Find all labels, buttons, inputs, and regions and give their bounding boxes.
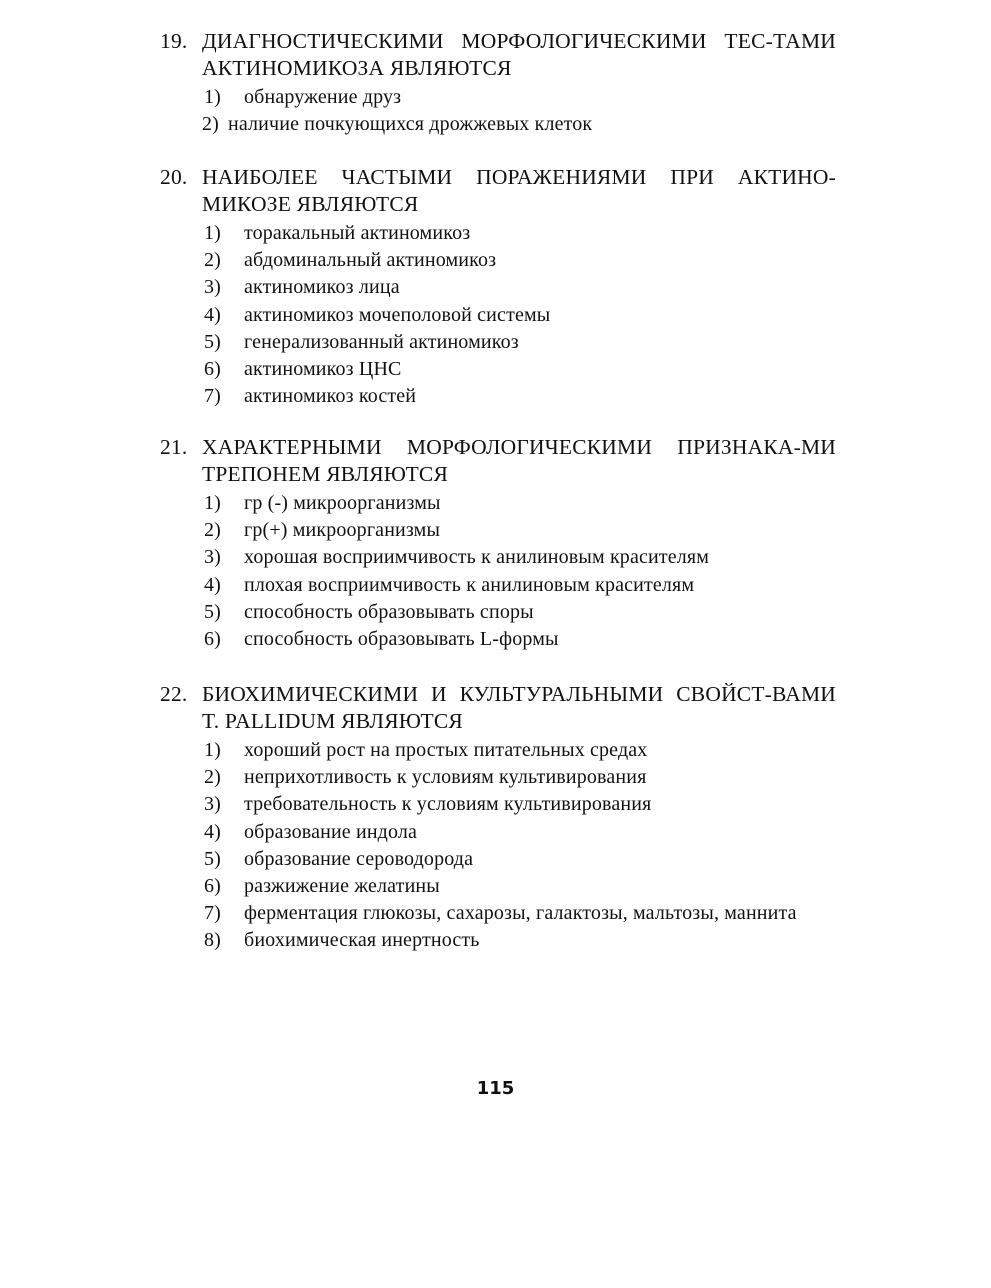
option-number: 2) [202, 113, 219, 136]
question-21 [160, 434, 836, 653]
page-number: 115 [476, 1078, 515, 1099]
option-text: обнаружение друз [244, 86, 402, 108]
question-number: 21. [160, 435, 188, 459]
option-text: гр(+) микроорганизмы [244, 519, 441, 542]
question-20 [160, 164, 836, 410]
answer-option [160, 220, 836, 247]
answer-option [160, 544, 836, 571]
option-number: 2) [204, 249, 221, 272]
question-title: БИОХИМИЧЕСКИМИ И КУЛЬТУРАЛЬНЫМИ СВОЙСТ-ВАМИ T. PALLIDUM ЯВЛЯЮТСЯ [202, 682, 836, 733]
option-number: 8) [204, 929, 221, 952]
answer-option [160, 846, 836, 873]
answer-option [160, 84, 836, 111]
option-number: 1) [204, 492, 221, 514]
option-text: генерализованный актиномикоз [244, 330, 519, 353]
answer-option [160, 247, 836, 274]
option-text: гр (-) микроорганизмы [244, 492, 441, 514]
answer-option [160, 490, 836, 517]
answer-option [160, 764, 836, 791]
question-number: 19. [160, 29, 188, 53]
option-text: хорошая восприимчивость к анилиновым красителям [244, 546, 710, 569]
question-22 [160, 681, 836, 955]
option-number: 5) [204, 600, 221, 623]
question-number: 22. [160, 682, 188, 706]
option-text: плохая восприимчивость к анилиновым красителям [244, 573, 695, 596]
option-number: 6) [204, 628, 221, 651]
answer-option [160, 626, 836, 653]
option-number: 4) [204, 573, 221, 596]
answer-option [160, 517, 836, 544]
option-number: 6) [204, 358, 221, 381]
answer-option [160, 819, 836, 846]
option-number: 1) [204, 739, 221, 761]
question-heading [160, 164, 836, 218]
option-text: неприхотливость к условиям культивирования [244, 766, 647, 789]
question-title: ДИАГНОСТИЧЕСКИМИ МОРФОЛОГИЧЕСКИМИ ТЕС-ТАМИ АКТИНОМИКОЗА ЯВЛЯЮТСЯ [202, 29, 836, 80]
answer-option [160, 356, 836, 383]
answer-option [160, 927, 836, 954]
option-text: абдоминальный актиномикоз [244, 249, 497, 272]
answer-option [160, 383, 836, 410]
option-text: требовательность к условиям культивирования [244, 793, 652, 816]
question-heading [160, 681, 836, 735]
answer-option [160, 302, 836, 329]
question-title: НАИБОЛЕЕ ЧАСТЫМИ ПОРАЖЕНИЯМИ ПРИ АКТИНО-МИКОЗЕ ЯВЛЯЮТСЯ [202, 165, 836, 216]
answer-options [160, 737, 836, 955]
option-number: 7) [204, 902, 221, 925]
option-number: 5) [204, 847, 221, 870]
answer-option [160, 791, 836, 818]
option-number: 3) [204, 793, 221, 816]
option-text: образование сероводорода [244, 847, 474, 870]
option-number: 2) [204, 766, 221, 789]
answer-option [160, 274, 836, 301]
option-number: 3) [204, 546, 221, 569]
question-heading [160, 28, 836, 82]
question-heading [160, 434, 836, 488]
option-number: 5) [204, 330, 221, 353]
answer-option [160, 737, 836, 764]
answer-option [160, 599, 836, 626]
option-number: 4) [204, 820, 221, 843]
option-text: актиномикоз костей [244, 385, 417, 408]
option-number: 6) [204, 875, 221, 898]
question-19 [160, 28, 836, 138]
answer-option [160, 111, 836, 138]
option-number: 4) [204, 303, 221, 326]
option-text: способность образовывать споры [244, 600, 534, 623]
option-number: 3) [204, 276, 221, 299]
answer-options [160, 220, 836, 410]
option-text: способность образовывать L-формы [244, 628, 559, 651]
option-text: биохимическая инертность [244, 929, 480, 952]
option-text: образование индола [244, 820, 418, 843]
question-number: 20. [160, 165, 188, 189]
option-number: 1) [204, 86, 221, 108]
answer-options [160, 84, 836, 138]
option-text: ферментация глюкозы, сахарозы, галактозы, мальтозы, маннита [244, 902, 797, 925]
option-number: 2) [204, 519, 221, 542]
option-text: наличие почкующихся дрожжевых клеток [228, 113, 593, 136]
option-text: актиномикоз мочеполовой системы [244, 303, 551, 326]
answer-options [160, 490, 836, 653]
answer-option [160, 900, 836, 927]
option-number: 1) [204, 222, 221, 244]
option-text: хороший рост на простых питательных средах [244, 739, 648, 761]
option-text: актиномикоз ЦНС [244, 358, 402, 381]
answer-option [160, 572, 836, 599]
question-title: ХАРАКТЕРНЫМИ МОРФОЛОГИЧЕСКИМИ ПРИЗНАКА-МИ ТРЕПОНЕМ ЯВЛЯЮТСЯ [202, 435, 836, 486]
option-text: торакальный актиномикоз [244, 222, 471, 244]
answer-option [160, 329, 836, 356]
option-number: 7) [204, 385, 221, 408]
option-text: актиномикоз лица [244, 276, 400, 299]
answer-option [160, 873, 836, 900]
option-text: разжижение желатины [244, 875, 440, 898]
